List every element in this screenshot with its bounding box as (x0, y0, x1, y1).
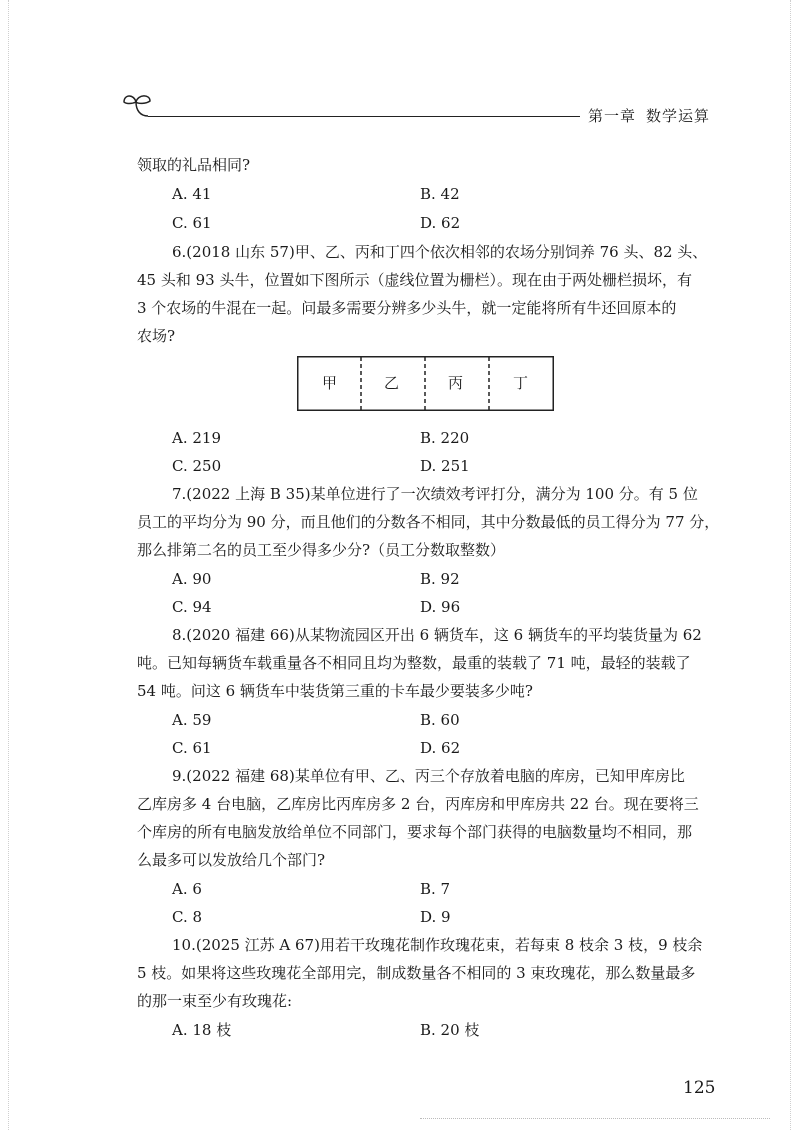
q9-line-3: 个库房的所有电脑发放给单位不同部门，要求每个部门获得的电脑数量均不相同，那 (137, 823, 693, 841)
q6-line-2: 45 头和 93 头牛，位置如下图所示（虚线位置为栅栏）。现在由于两处栅栏损坏，有 (137, 271, 692, 289)
q5-option-c: C. 61 (172, 214, 212, 232)
q9-line-4: 么最多可以发放给几个部门? (137, 851, 326, 869)
q8-option-c: C. 61 (172, 739, 212, 757)
scan-artifact-line (420, 1118, 770, 1119)
q7-line-2: 员工的平均分为 90 分，而且他们的分数各不相同，其中分数最低的员工得分为 77 分， (137, 513, 720, 531)
header-rule (148, 116, 580, 117)
q10-line-2: 5 枝。如果将这些玫瑰花全部用完，制成数量各不相同的 3 束玫瑰花，那么数量最多 (137, 964, 696, 982)
q8-line-1: 8.(2020 福建 66)从某物流园区开出 6 辆货车，这 6 辆货车的平均装货量为 62 (172, 626, 702, 644)
q7-line-1: 7.(2022 上海 B 35)某单位进行了一次绩效考评打分，满分为 100 分。有 5 位 (172, 485, 698, 503)
q9-option-a: A. 6 (172, 880, 202, 898)
chapter-heading (588, 105, 720, 126)
q5-tail: 领取的礼品相同? (137, 156, 251, 174)
q9-option-d: D. 9 (420, 908, 451, 926)
farm-bing: 丙 (448, 374, 464, 392)
farm-jia: 甲 (322, 374, 338, 392)
q7-option-c: C. 94 (172, 598, 212, 616)
q5-option-a: A. 41 (172, 185, 212, 203)
scan-margin-left (8, 0, 9, 1130)
q7-line-3: 那么排第二名的员工至少得多少分?（员工分数取整数） (137, 541, 506, 559)
q8-option-d: D. 62 (420, 739, 461, 757)
chapter-label: 第一章 (588, 107, 637, 125)
q9-line-2: 乙库房多 4 台电脑，乙库房比丙库房多 2 台，丙库房和甲库房共 22 台。现在要将三 (137, 795, 699, 813)
q6-line-4: 农场? (137, 327, 176, 345)
q7-option-d: D. 96 (420, 598, 461, 616)
q8-option-a: A. 59 (172, 711, 212, 729)
q6-option-c: C. 250 (172, 457, 222, 475)
q8-line-3: 54 吨。问这 6 辆货车中装货第三重的卡车最少要装多少吨? (137, 682, 533, 700)
q6-option-d: D. 251 (420, 457, 470, 475)
q7-option-a: A. 90 (172, 570, 212, 588)
q6-option-a: A. 219 (172, 429, 221, 447)
q9-line-1: 9.(2022 福建 68)某单位有甲、乙、丙三个存放着电脑的库房，已知甲库房比 (172, 767, 685, 785)
q6-line-3: 3 个农场的牛混在一起。问最多需要分辨多少头牛，就一定能将所有牛还回原本的 (137, 299, 677, 317)
q5-option-d: D. 62 (420, 214, 461, 232)
chapter-title: 数学运算 (646, 107, 711, 125)
page-number: 125 (683, 1078, 716, 1098)
q7-option-b: B. 92 (420, 570, 460, 588)
q8-option-b: B. 60 (420, 711, 460, 729)
q10-line-3: 的那一束至少有玫瑰花: (137, 992, 293, 1010)
scan-margin-right (790, 0, 791, 1130)
q10-option-a: A. 18 枝 (172, 1021, 232, 1039)
q10-line-1: 10.(2025 江苏 A 67)用若干玫瑰花制作玫瑰花束，若每束 8 枝余 3 枝，9 枝余 (172, 936, 703, 954)
farm-yi: 乙 (384, 374, 400, 392)
q10-option-b: B. 20 枝 (420, 1021, 480, 1039)
sprout-leaf-icon (120, 92, 156, 122)
farm-ding: 丁 (513, 374, 529, 392)
q8-line-2: 吨。已知每辆货车载重量各不相同且均为整数，最重的装载了 71 吨，最轻的装载了 (137, 654, 691, 672)
q9-option-c: C. 8 (172, 908, 203, 926)
q9-option-b: B. 7 (420, 880, 451, 898)
q6-line-1: 6.(2018 山东 57)甲、乙、丙和丁四个依次相邻的农场分别饲养 76 头、82 头、 (172, 243, 708, 261)
q6-option-b: B. 220 (420, 429, 470, 447)
q5-option-b: B. 42 (420, 185, 460, 203)
